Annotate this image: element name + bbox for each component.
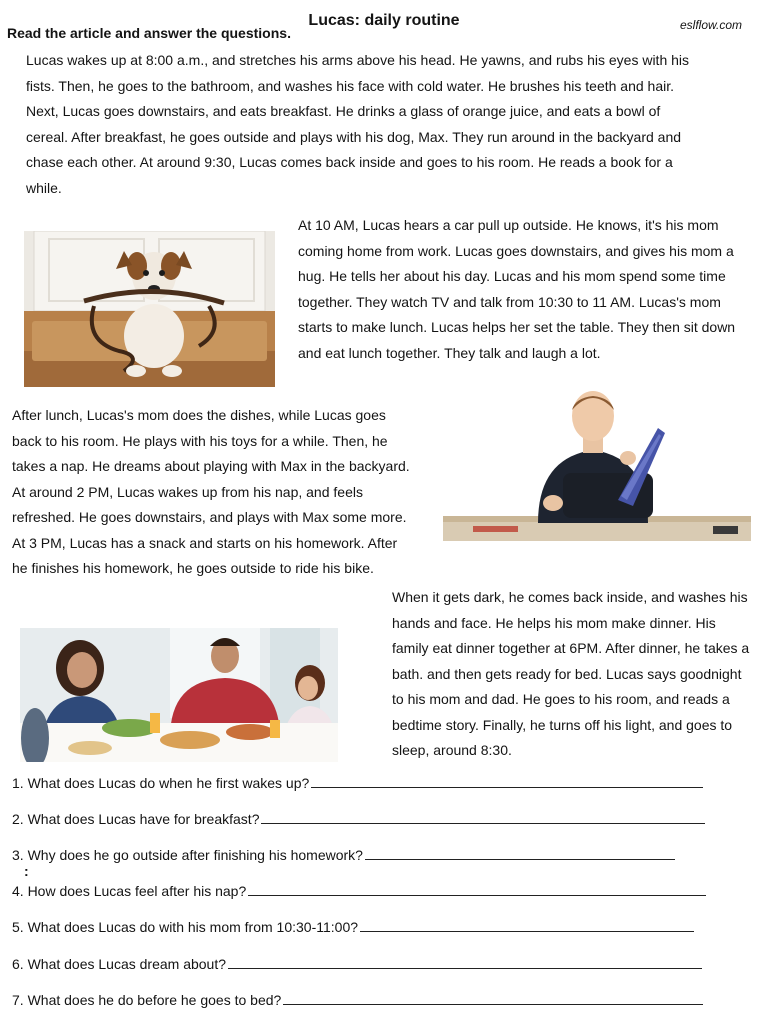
site-watermark: eslflow.com <box>680 18 743 32</box>
question-text: 4. How does Lucas feel after his nap? <box>12 883 247 899</box>
question-text: 1. What does Lucas do when he first wakes up? <box>12 775 310 791</box>
question-5 <box>12 919 694 935</box>
question-text: 6. What does Lucas dream about? <box>12 956 227 972</box>
answer-line[interactable] <box>228 958 702 969</box>
answer-line[interactable] <box>360 921 694 932</box>
answer-line[interactable] <box>311 777 703 788</box>
question-3 <box>12 847 675 863</box>
paragraph-mid-morning: At 10 AM, Lucas hears a car pull up outside. He knows, it's his mom coming home from work. Lucas goes downstairs, and gives his mom a hug. He tells her about his day. Lucas and his mom spend some time together. They watch TV and talk from 10:30 to 11 AM. Lucas's mom starts to make lunch. Lucas helps her set the table. They then sit down and eat lunch together. They talk and laugh a lot. <box>298 217 736 361</box>
question-6 <box>12 956 702 972</box>
paragraph-morning: Lucas wakes up at 8:00 a.m., and stretches his arms above his head. He yawns, and rubs his eyes with his fists. Then, he goes to the bathroom, and washes his face with cold water. He brushes his teeth and hair. Next, Lucas goes downstairs, and eats breakfast. He drinks a glass of orange juice, and eats a bowl of cereal. After breakfast, he goes outside and plays with his dog, Max. They run around in the backyard and chase each other. At around 9:30, Lucas comes back inside and goes to his room. He reads a book for a while. <box>26 52 690 196</box>
instruction-text: Read the article and answer the questions. <box>7 25 291 41</box>
question-2 <box>12 811 705 827</box>
question-text: 3. Why does he go outside after finishing his homework? <box>12 847 363 863</box>
boy-photo <box>443 388 751 541</box>
paragraph-evening: When it gets dark, he comes back inside, and washes his hands and face. He helps his mom make dinner. His family eat dinner together at 6PM. After dinner, he takes a bath. and then gets ready for bed. Lucas says goodnight to his mom and dad. He goes to his room, and reads a bedtime story. Finally, he turns off his light, and goes to sleep, around 8:30. <box>392 589 750 758</box>
family-dinner-photo <box>20 628 338 762</box>
family-illustration <box>20 628 338 762</box>
dog-illustration <box>24 231 275 387</box>
dog-photo <box>24 231 275 387</box>
question-1 <box>12 775 703 791</box>
page-title: Lucas: daily routine <box>308 12 460 29</box>
boy-illustration <box>443 388 751 541</box>
answer-line[interactable] <box>365 849 675 860</box>
question-text: 5. What does Lucas do with his mom from 10:30-11:00? <box>12 919 359 935</box>
answer-line[interactable] <box>248 885 706 896</box>
answer-line[interactable] <box>261 813 705 824</box>
answer-line[interactable] <box>283 994 703 1005</box>
question-text: 2. What does Lucas have for breakfast? <box>12 811 260 827</box>
stray-colon: : <box>24 863 29 879</box>
question-text: 7. What does he do before he goes to bed? <box>12 992 282 1008</box>
question-7 <box>12 992 703 1008</box>
question-4 <box>12 883 706 899</box>
paragraph-afternoon: After lunch, Lucas's mom does the dishes, while Lucas goes back to his room. He plays with his toys for a while. Then, he takes a nap. He dreams about playing with Max in the backyard. At around 2 PM, Lucas wakes up from his nap, and feels refreshed. He goes downstairs, and plays with Max some more. At 3 PM, Lucas has a snack and starts on his homework. After he finishes his homework, he goes outside to ride his bike. <box>12 407 410 576</box>
